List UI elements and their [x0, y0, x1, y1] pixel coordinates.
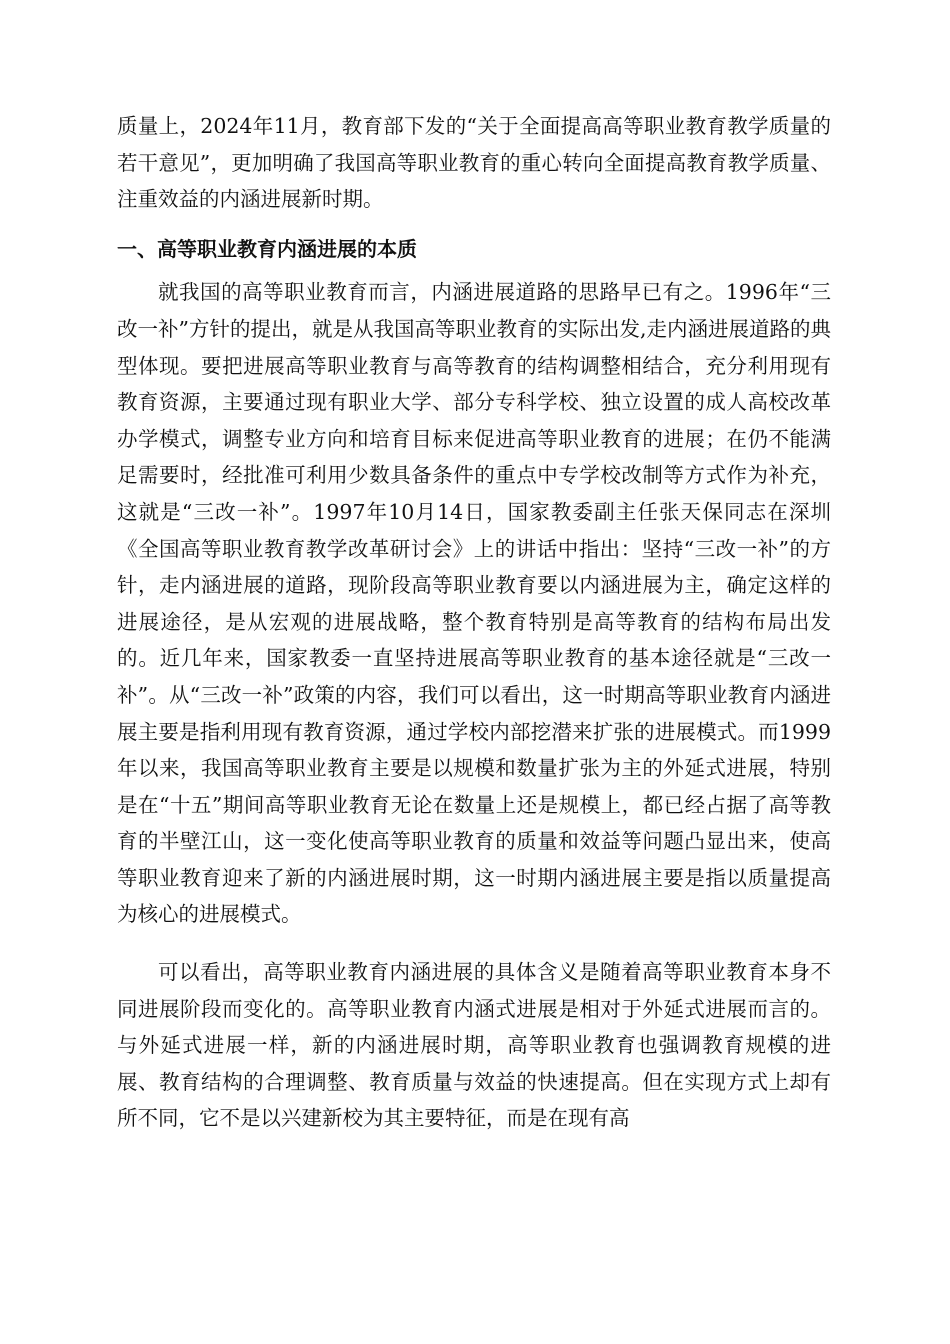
body-paragraph-history: 就我国的高等职业教育而言，内涵进展道路的思路早已有之。1996年“三改一补”方针的提出，就是从我国高等职业教育的实际出发,走内涵进展道路的典型体现。要把进展高等职业教育与高等教育的结构调整相结合，充分利用现有教育资源，主要通过现有职业大学、部分专科学校、独立设置的成人高校改革办学模式，调整专业方向和培育目标来促进高等职业教育的进展；在仍不能满足需要时，经批准可利用少数具备条件的重点中专学校改制等方式作为补充，这就是“三改一补”。1997年10月14日，国家教委副主任张天保同志在深圳《全国高等职业教育教学改革研讨会》上的讲话中指出：坚持“三改一补”的方针，走内涵进展的道路，现阶段高等职业教育要以内涵进展为主，确定这样的进展途径，是从宏观的进展战略，整个教育特别是高等教育的结构布局出发的。近几年来，国家教委一直坚持进展高等职业教育的基本途径就是“三改一补”。从“三改一补”政策的内容，我们可以看出，这一时期高等职业教育内涵进展主要是指利用现有教育资源，通过学校内部挖潜来扩张的进展模式。而1999年以来，我国高等职业教育主要是以规模和数量扩张为主的外延式进展，特别是在“十五”期间高等职业教育无论在数量上还是规模上，都已经占据了高等教育的半壁江山，这一变化使高等职业教育的质量和效益等问题凸显出来，使高等职业教育迎来了新的内涵进展时期，这一时期内涵进展主要是指以质量提高为核心的进展模式。: [117, 280, 831, 927]
body-paragraph-meaning: 可以看出，高等职业教育内涵进展的具体含义是随着高等职业教育本身不同进展阶段而变化的。高等职业教育内涵式进展是相对于外延式进展而言的。与外延式进展一样，新的内涵进展时期，高等职业教育也强调教育规模的进展、教育结构的合理调整、教育质量与效益的快速提高。但在实现方式上却有所不同，它不是以兴建新校为其主要特征，而是在现有高: [117, 960, 831, 1131]
document-body: [117, 108, 831, 1137]
section-heading: 一、高等职业教育内涵进展的本质: [117, 236, 417, 261]
continued-paragraph: 质量上，2024年11月，教育部下发的“关于全面提高高等职业教育教学质量的若干意见”，更加明确了我国高等职业教育的重心转向全面提高教育教学质量、注重效益的内涵进展新时期。: [117, 114, 831, 212]
